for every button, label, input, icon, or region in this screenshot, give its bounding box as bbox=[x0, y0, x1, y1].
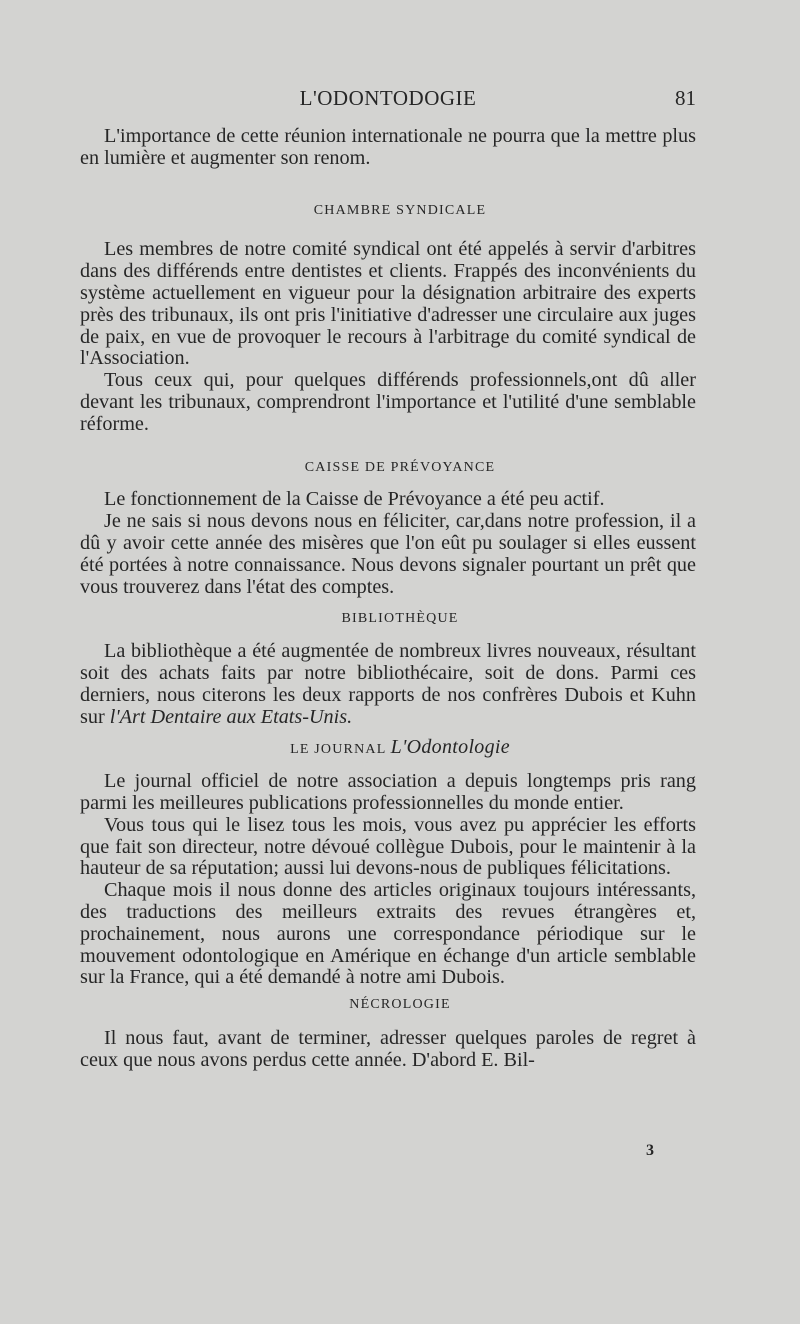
body-text bbox=[80, 126, 696, 1071]
necrologie-paragraph: Il nous faut, avant de terminer, adresser quelques paroles de regret à ceux que nous avons perdus cette année. D'abord E. Bil- bbox=[80, 1026, 696, 1071]
section-heading-journal bbox=[80, 737, 696, 761]
journal-paragraph-3: Chaque mois il nous donne des articles originaux toujours intéressants, des traductions des meilleurs extraits des revues étrangères et, prochainement, nous aurons une correspondance périodique sur le mouvement odontologique en Amérique en échange d'un article semblable sur la France, qui a été demandé à notre ami Dubois. bbox=[80, 879, 696, 989]
intro-paragraph: L'importance de cette réunion internationale ne pourra que la mettre plus en lumière et augmenter son renom. bbox=[80, 125, 696, 169]
book-title: l'Art Dentaire aux Etats-Unis. bbox=[109, 705, 353, 728]
section-heading-caisse-prevoyance: CAISSE DE PRÉVOYANCE bbox=[304, 459, 496, 475]
section-heading-chambre-syndicale: CHAMBRE SYNDICALE bbox=[313, 202, 487, 218]
bibliotheque-text: La bibliothèque a été augmentée de nombreux livres nouveaux, résultant soit des achats faits par notre bibliothécaire, soit de dons. Parmi ces derniers, nous citerons les deux rapports de nos confrères Dubois et Kuhn sur bbox=[80, 640, 696, 728]
chambre-paragraph-2: Tous ceux qui, pour quelques différends professionnels,ont dû aller devant les tribunaux, comprendront l'importance et l'utilité d'une semblable réforme. bbox=[80, 369, 696, 435]
caisse-paragraph-2: Je ne sais si nous devons nous en féliciter, car,dans notre profession, il a dû y avoir cette année des misères que l'on eût pu soulager si elles eussent été portées à notre connaissance. Nous devons signaler pourtant un prêt que vous trouverez dans l'état des comptes. bbox=[80, 510, 696, 598]
section-heading-bibliotheque: BIBLIOTHÈQUE bbox=[341, 611, 459, 627]
page-number: 81 bbox=[675, 86, 696, 110]
running-title: L'ODONTODOGIE bbox=[299, 86, 477, 110]
chambre-paragraph-1: Les membres de notre comité syndical ont été appelés à servir d'arbitres dans des différends entre dentistes et clients. Frappés des inconvénients du système actuellement en vigueur pour la désignation arbitraire des experts près des tribunaux, ils ont pris l'initiative d'adresser une circulaire aux juges de paix, en vue de provoquer le recours à l'arbitrage du comité syndical de l'Association. bbox=[80, 238, 696, 370]
section-heading-necrologie: NÉCROLOGIE bbox=[349, 997, 451, 1013]
journal-paragraph-2: Vous tous qui le lisez tous les mois, vous avez pu apprécier les efforts que fait son directeur, notre dévoué collègue Dubois, pour le maintenir à la hauteur de sa réputation; aussi lui devons-nous de publiques félicitations. bbox=[80, 813, 696, 880]
bibliotheque-paragraph bbox=[80, 641, 696, 728]
caisse-paragraph-1: Le fonctionnement de la Caisse de Prévoyance a été peu actif. bbox=[104, 488, 605, 511]
journal-paragraph-1: Le journal officiel de notre association a depuis longtemps pris rang parmi les meilleures publications professionnelles du monde entier. bbox=[80, 770, 696, 814]
signature-mark: 3 bbox=[646, 1142, 654, 1159]
running-head bbox=[80, 86, 696, 114]
journal-heading-title: L'Odontologie bbox=[390, 736, 510, 759]
journal-heading-label: LE JOURNAL bbox=[290, 742, 386, 758]
